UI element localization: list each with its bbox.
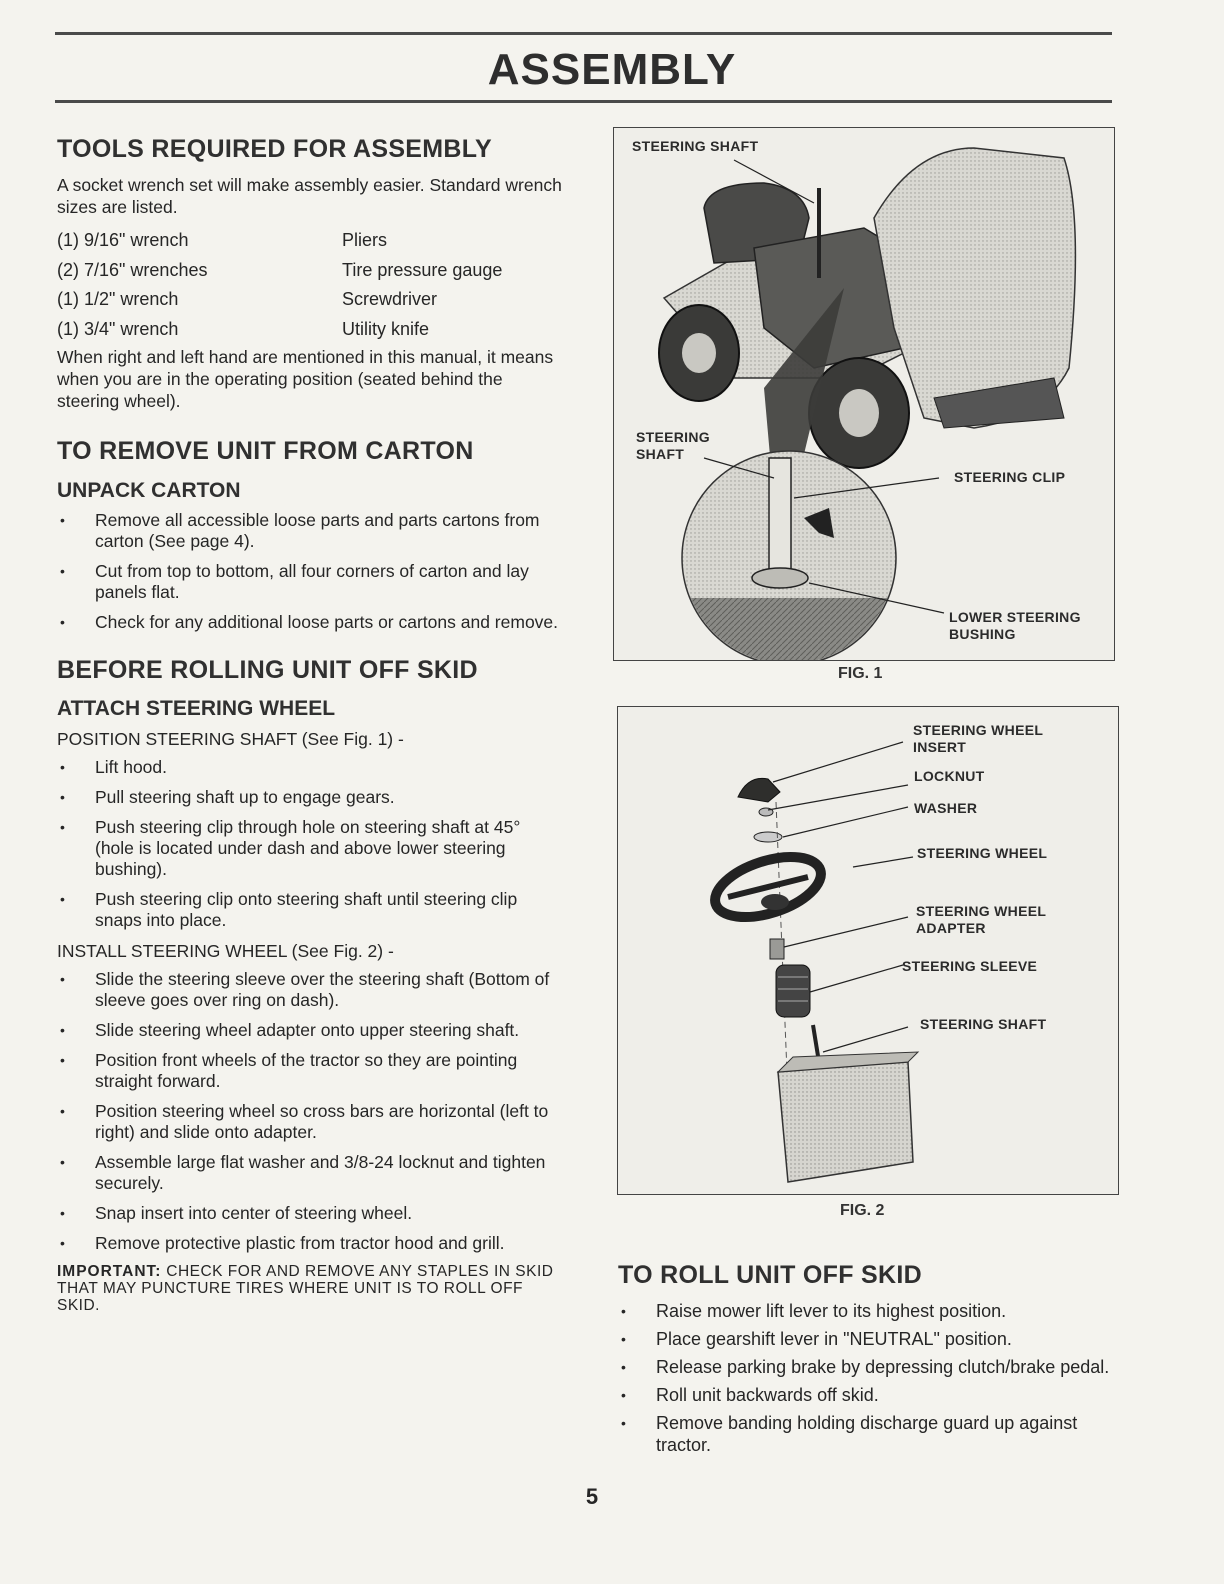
install-title: INSTALL STEERING WHEEL (See Fig. 2) - [57,941,394,961]
roll-heading: TO ROLL UNIT OFF SKID [618,1261,922,1289]
list-item: • Assemble large flat washer and 3/8-24 locknut and tighten securely. [57,1152,562,1194]
list-item: • Cut from top to bottom, all four corners of carton and lay panels flat. [57,561,562,603]
list-item: • Release parking brake by depressing clutch/brake pedal. [618,1356,1123,1378]
list-item: • Remove protective plastic from tractor hood and grill. [57,1233,562,1254]
tool-item: (2) 7/16" wrenches [57,259,208,280]
page-title: ASSEMBLY [487,45,737,94]
list-item: • Slide steering wheel adapter onto upper steering shaft. [57,1020,562,1041]
list-item: • Check for any additional loose parts or cartons and remove. [57,612,562,633]
list-item: • Remove banding holding discharge guard up against tractor. [618,1412,1123,1456]
header-rule-bottom [55,100,1112,103]
roll-list [618,1300,1123,1456]
label-steering-sleeve: STEERING SLEEVE [902,958,1038,974]
label-steering-wheel: STEERING WHEEL [917,845,1048,861]
left-column [57,134,562,1314]
label-washer: WASHER [914,800,978,816]
list-item: • Place gearshift lever in "NEUTRAL" position. [618,1328,1123,1350]
figure-2-caption: FIG. 2 [840,1202,885,1219]
label-steering-shaft-top: STEERING SHAFT [632,138,759,154]
position-title: POSITION STEERING SHAFT (See Fig. 1) - [57,729,404,749]
figure-1 [613,127,1115,661]
tool-item: Tire pressure gauge [342,259,503,280]
list-item: • Push steering clip through hole on steering shaft at 45° (hole is located under dash and above lower steering bushing). [57,817,562,880]
tool-item: (1) 1/2" wrench [57,289,179,309]
list-item: • Pull steering shaft up to engage gears. [57,787,562,808]
label-steering-shaft-mid: STEERING SHAFT [636,429,710,462]
tool-item: (1) 9/16" wrench [57,230,189,250]
list-item: • Lift hood. [57,757,562,778]
label-steering-shaft: STEERING SHAFT [920,1016,1047,1032]
figure-1-caption: FIG. 1 [838,665,883,682]
tool-item: Pliers [342,230,388,250]
roll-section [618,1260,1123,1462]
important-note [57,1263,562,1314]
before-heading: BEFORE ROLLING UNIT OFF SKID [57,656,478,684]
page-number: 5 [585,1484,599,1509]
header-rule-top [55,32,1112,35]
list-item: • Snap insert into center of steering wheel. [57,1203,562,1224]
label-lower-bushing: LOWER STEERING BUSHING [949,609,1081,642]
tools-list [57,226,562,344]
label-locknut: LOCKNUT [914,768,985,784]
label-wheel-adapter: STEERING WHEEL ADAPTER [916,903,1046,936]
attach-subheading: ATTACH STEERING WHEEL [57,697,336,720]
tools-heading: TOOLS REQUIRED FOR ASSEMBLY [57,135,493,163]
important-label: IMPORTANT: [57,1263,162,1280]
tools-intro: A socket wrench set will make assembly easier. Standard wrench sizes are listed. [57,175,562,217]
list-item: • Raise mower lift lever to its highest position. [618,1300,1123,1322]
handedness-note: When right and left hand are mentioned in this manual, it means when you are in the operating position (seated behind the steering wheel). [57,347,554,411]
figure-2 [617,706,1119,1195]
position-list [57,757,562,931]
unpack-list [57,510,562,633]
tool-item: Utility knife [342,318,430,339]
label-wheel-insert: STEERING WHEEL INSERT [913,722,1043,755]
remove-heading: TO REMOVE UNIT FROM CARTON [57,437,474,465]
list-item: • Remove all accessible loose parts and parts cartons from carton (See page 4). [57,510,562,552]
list-item: • Position front wheels of the tractor so they are pointing straight forward. [57,1050,562,1092]
tool-item: (1) 3/4" wrench [57,318,179,339]
tool-item: Screwdriver [342,289,438,309]
tractor-illustration [614,128,1114,660]
list-item: • Slide the steering sleeve over the steering shaft (Bottom of sleeve goes over ring on dash). [57,969,562,1011]
list-item: • Roll unit backwards off skid. [618,1384,1123,1406]
important-text: CHECK FOR AND REMOVE ANY STAPLES IN SKID THAT MAY PUNCTURE TIRES WHERE UNIT IS TO ROLL OFF SKID. [57,1263,554,1314]
label-steering-clip: STEERING CLIP [954,469,1066,485]
steering-assembly-illustration [618,707,1118,1194]
list-item: • Push steering clip onto steering shaft until steering clip snaps into place. [57,889,562,931]
unpack-subheading: UNPACK CARTON [57,479,241,502]
list-item: • Position steering wheel so cross bars are horizontal (left to right) and slide onto adapter. [57,1101,562,1143]
install-list [57,969,562,1254]
